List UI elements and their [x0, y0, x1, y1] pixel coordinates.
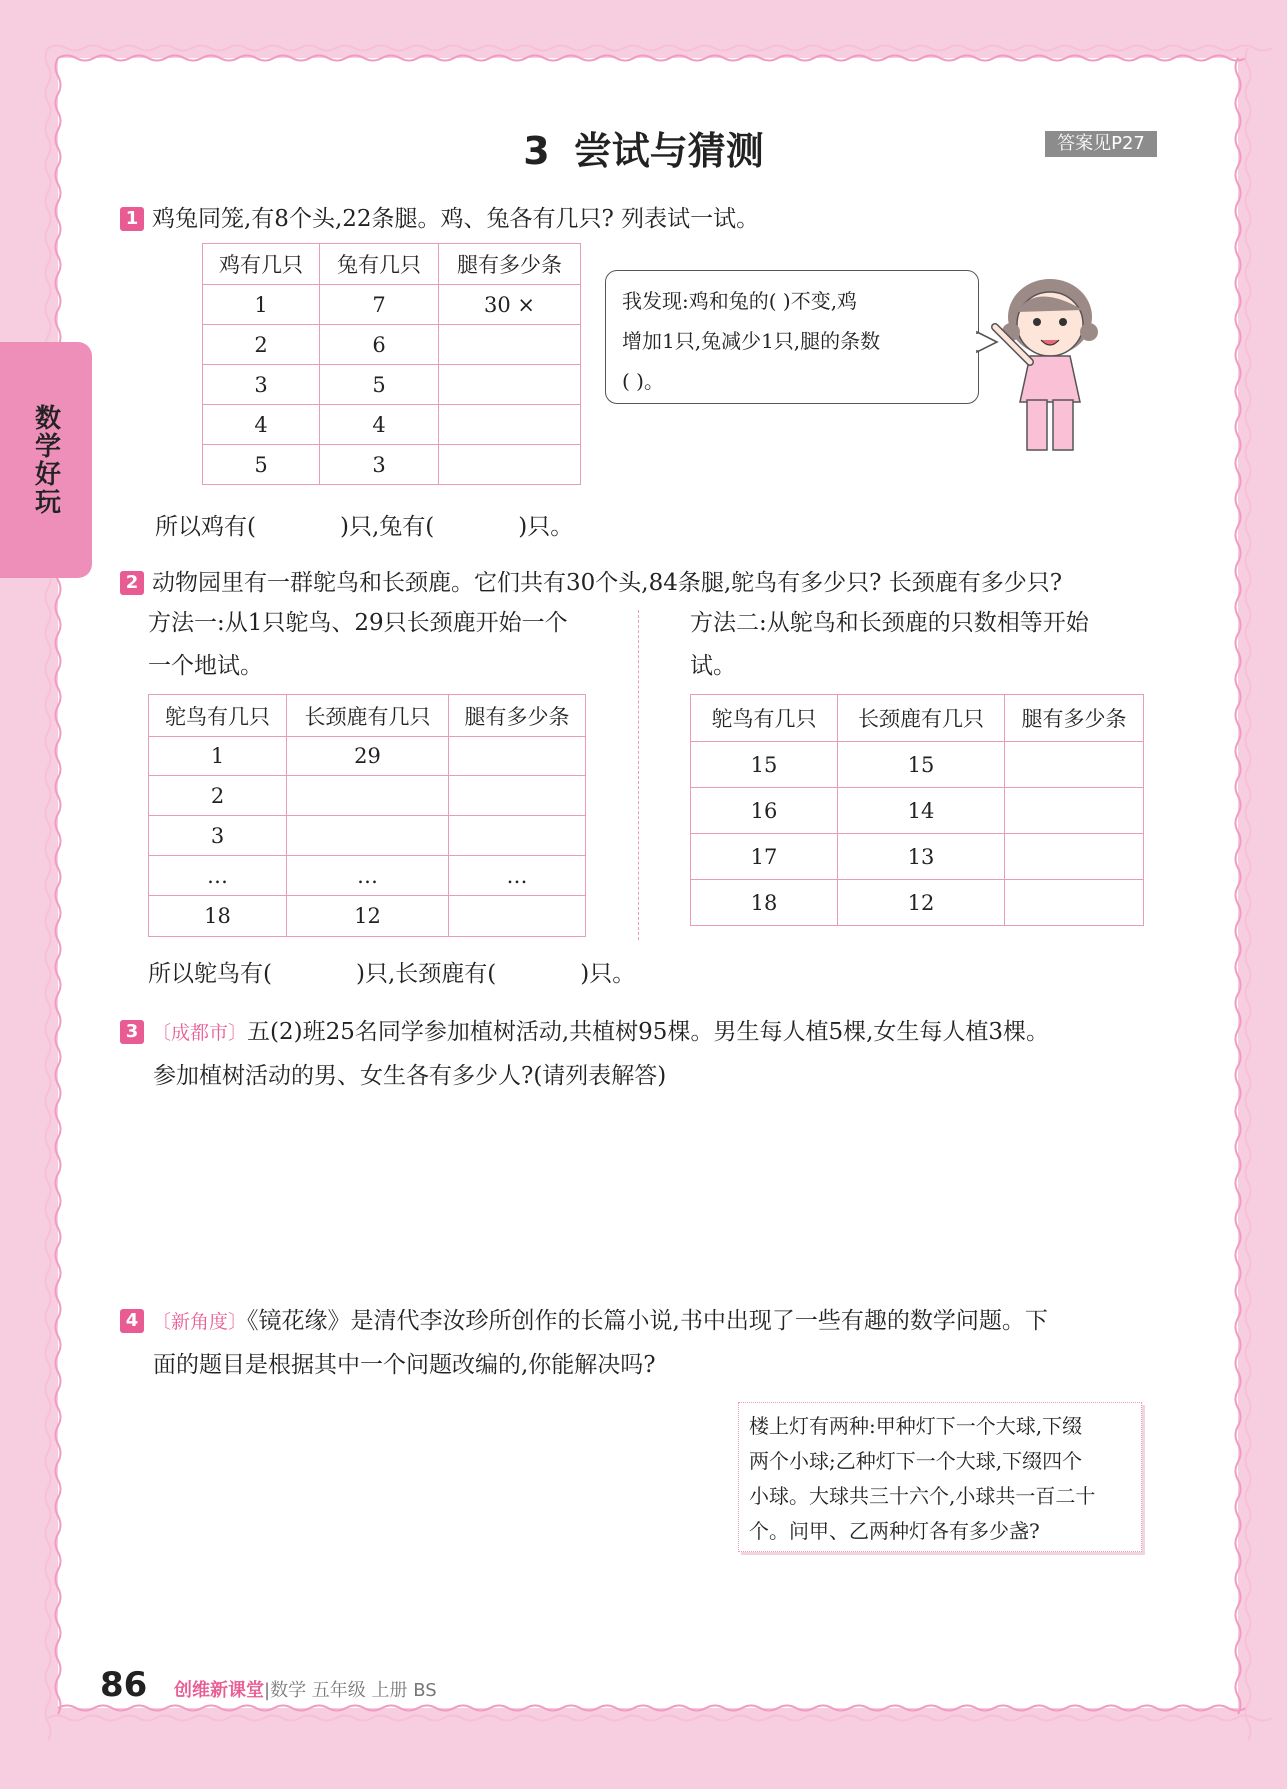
table-row	[149, 776, 586, 816]
q1-header: 鸡有几只	[203, 244, 320, 285]
q2-stem	[120, 564, 1062, 597]
table-row	[149, 856, 586, 896]
answer-cell[interactable]	[1005, 742, 1144, 788]
table-row	[203, 365, 581, 405]
story-line: 小球。大球共三十六个,小球共一百二十	[749, 1484, 1096, 1508]
t1-header: 长颈鹿有几只	[287, 695, 449, 737]
ancient-problem-box	[738, 1402, 1142, 1552]
story-line: 个。问甲、乙两种灯各有多少盏?	[749, 1519, 1040, 1543]
cell: 1	[149, 737, 287, 776]
cell: 15	[838, 742, 1005, 788]
table-row	[149, 896, 586, 937]
section-side-tab	[0, 342, 92, 578]
answer-reference-badge: 答案见P27	[1045, 131, 1157, 157]
table-row	[149, 816, 586, 856]
side-tab-label: 数学好玩	[30, 404, 61, 516]
cell: 18	[691, 880, 838, 926]
lesson-title: 尝试与猜测	[573, 129, 764, 173]
q1-stem	[120, 200, 759, 233]
story-line: 楼上灯有两种:甲种灯下一个大球,下缀	[749, 1414, 1083, 1438]
bubble-line-1: 我发现:鸡和兔的( )不变,鸡	[622, 289, 858, 313]
lesson-number: 3	[523, 129, 550, 173]
cell: 4	[320, 405, 439, 445]
table-row	[691, 742, 1144, 788]
cell: 30 ×	[439, 285, 581, 325]
method-two-line-1: 方法二:从鸵鸟和长颈鹿的只数相等开始	[690, 610, 1089, 636]
answer-cell[interactable]	[449, 816, 586, 856]
q2-answer-line	[148, 955, 635, 988]
table-row	[691, 788, 1144, 834]
answer-cell[interactable]	[439, 405, 581, 445]
cell: 3	[203, 365, 320, 405]
cell: 1	[203, 285, 320, 325]
q1-table	[202, 243, 581, 485]
q3-number: 3	[120, 1020, 144, 1044]
table-row	[203, 325, 581, 365]
bubble-line-3: ( )。	[622, 369, 664, 393]
cell: 7	[320, 285, 439, 325]
cell: 14	[838, 788, 1005, 834]
discovery-speech-bubble	[605, 270, 979, 404]
q3-text-line-2: 参加植树活动的男、女生各有多少人?(请列表解答)	[153, 1063, 667, 1089]
q1-number: 1	[120, 207, 144, 231]
q4-stem	[120, 1302, 1048, 1335]
table-row	[691, 880, 1144, 926]
cell: 12	[287, 896, 449, 937]
table-row	[203, 445, 581, 485]
table-row	[203, 405, 581, 445]
q3-text-line-1: 五(2)班25名同学参加植树活动,共植树95棵。男生每人植5棵,女生每人植3棵。	[247, 1019, 1050, 1045]
answer-cell[interactable]	[449, 896, 586, 937]
q2-answer-text-a: 所以鸵鸟有(	[148, 961, 272, 987]
cell: …	[449, 856, 586, 896]
cell: 4	[203, 405, 320, 445]
cell: 5	[320, 365, 439, 405]
table-row	[691, 834, 1144, 880]
page-number: 86	[100, 1665, 148, 1705]
cell: 2	[149, 776, 287, 816]
table-row	[203, 285, 581, 325]
answer-cell[interactable]	[449, 737, 586, 776]
q2-text: 动物园里有一群鸵鸟和长颈鹿。它们共有30个头,84条腿,鸵鸟有多少只? 长颈鹿有多少只?	[152, 570, 1063, 596]
method-two-line-2: 试。	[690, 653, 736, 679]
cell: 17	[691, 834, 838, 880]
q1-answer-text-b: )只,兔有(	[339, 514, 435, 540]
cell: 15	[691, 742, 838, 788]
q2-answer-text-c: )只。	[580, 961, 636, 987]
q1-answer-line	[155, 508, 573, 541]
q4-text-line-2: 面的题目是根据其中一个问题改编的,你能解决吗?	[153, 1352, 656, 1378]
footer-book-info	[174, 1676, 437, 1702]
cell: 3	[149, 816, 287, 856]
answer-cell[interactable]	[1005, 788, 1144, 834]
cell: 16	[691, 788, 838, 834]
q3-source-tag: 〔成都市〕	[152, 1022, 248, 1044]
method-divider	[638, 610, 639, 940]
answer-cell[interactable]	[1005, 834, 1144, 880]
cell: 13	[838, 834, 1005, 880]
cell: 2	[203, 325, 320, 365]
t2-header: 腿有多少条	[1005, 695, 1144, 742]
method-one-line-2: 一个地试。	[148, 653, 263, 679]
table-row	[149, 737, 586, 776]
girl-illustration	[975, 272, 1115, 457]
t2-header: 鸵鸟有几只	[691, 695, 838, 742]
cell: …	[149, 856, 287, 896]
t2-header: 长颈鹿有几只	[838, 695, 1005, 742]
method-one-table	[148, 694, 586, 937]
q4-source-tag: 〔新角度〕	[152, 1311, 248, 1333]
footer-details: |数学 五年级 上册 BS	[264, 1680, 437, 1701]
cell: 18	[149, 896, 287, 937]
answer-cell[interactable]	[439, 445, 581, 485]
answer-cell[interactable]	[287, 776, 449, 816]
method-one-line-1: 方法一:从1只鸵鸟、29只长颈鹿开始一个	[148, 610, 568, 636]
story-line: 两个小球;乙种灯下一个大球,下缀四个	[749, 1449, 1083, 1473]
cell: 5	[203, 445, 320, 485]
q1-answer-text-a: 所以鸡有(	[155, 514, 256, 540]
t1-header: 腿有多少条	[449, 695, 586, 737]
footer-brand: 创维新课堂	[174, 1680, 264, 1701]
answer-cell[interactable]	[449, 776, 586, 816]
q1-header: 兔有几只	[320, 244, 439, 285]
q1-answer-text-c: )只。	[518, 514, 574, 540]
answer-cell[interactable]	[287, 816, 449, 856]
answer-cell[interactable]	[1005, 880, 1144, 926]
cell: 12	[838, 880, 1005, 926]
cell: 6	[320, 325, 439, 365]
q2-answer-text-b: )只,长颈鹿有(	[355, 961, 497, 987]
answer-cell[interactable]	[439, 325, 581, 365]
answer-cell[interactable]	[439, 365, 581, 405]
q1-header: 腿有多少条	[439, 244, 581, 285]
cell: …	[287, 856, 449, 896]
bubble-line-2: 增加1只,兔减少1只,腿的条数	[622, 329, 881, 353]
q2-number: 2	[120, 571, 144, 595]
cell: 29	[287, 737, 449, 776]
cell: 3	[320, 445, 439, 485]
method-two-table	[690, 694, 1144, 926]
t1-header: 鸵鸟有几只	[149, 695, 287, 737]
q3-stem	[120, 1013, 1049, 1046]
q1-text: 鸡兔同笼,有8个头,22条腿。鸡、兔各有几只? 列表试一试。	[152, 206, 760, 232]
q4-number: 4	[120, 1309, 144, 1333]
q4-text-line-1: 《镜花缘》是清代李汝珍所创作的长篇小说,书中出现了一些有趣的数学问题。下	[247, 1308, 1048, 1334]
